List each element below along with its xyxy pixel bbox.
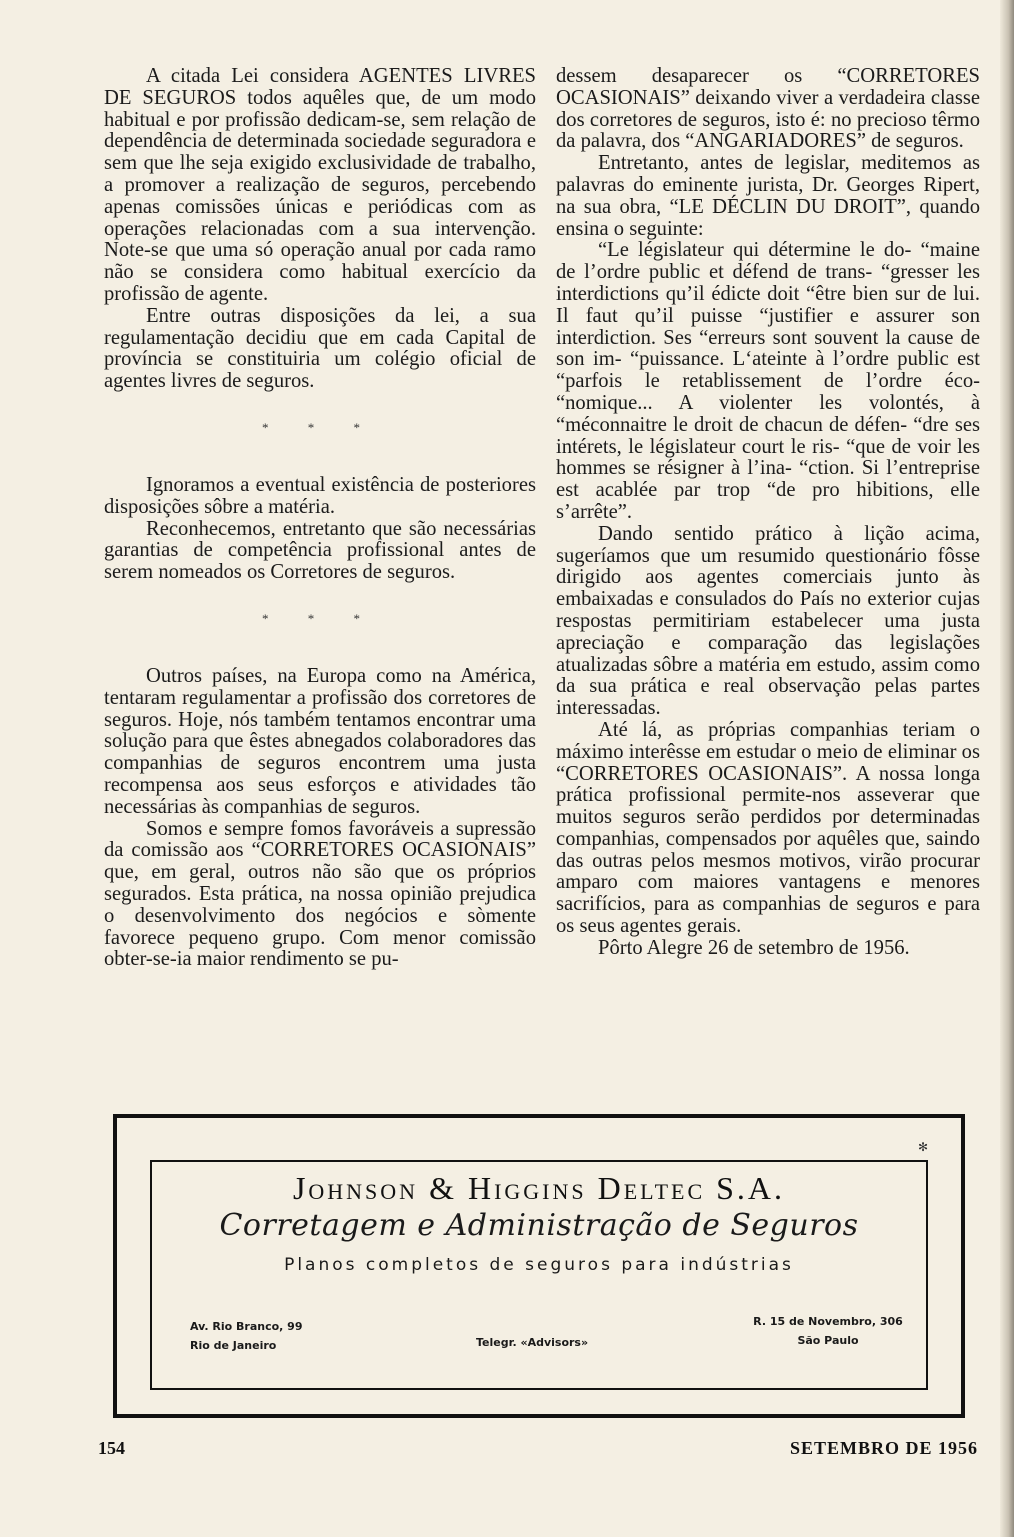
advertiser-name: Johnson & Higgins Deltec S.A.: [292, 1170, 786, 1206]
paragraph: Até lá, as próprias companhias teriam o máximo interêsse em estudar o meio de eliminar os “CORRETORES OCASIONAIS”. A nossa longa prática profissional permite-nos asseverar que muitos seguros serão perdidos por determinadas companhias, compensados por aquêles que, saindo das outras pelos mesmos motivos, virão procurar amparo com maiores vantagens e menores sacrifícios, para as companhias de seguros e para os seus agentes gerais.: [556, 718, 980, 938]
page-edge-shadow: [1000, 0, 1014, 1537]
dateline: Pôrto Alegre 26 de setembro de 1956.: [598, 936, 910, 959]
paragraph: Entretanto, antes de legislar, meditemos as palavras do eminente jurista, Dr. Georges Ripert, na sua obra, “LE DÉCLIN DU DROIT”, quando ensina o seguinte:: [556, 152, 980, 240]
right-column: [556, 66, 980, 960]
paragraph: Outros países, na Europa como na América, tentaram regulamentar a profissão dos corretores de seguros. Hoje, nós também tentamos encontrar uma solução para que êstes abnegados colaboradores das companhias de seguros encontrem uma justa recompensa aos seus esforços e atividades tão necessárias às companhias de seguros.: [104, 664, 536, 818]
advertiser-subtitle: Corretagem e Administração de Seguros: [219, 1208, 859, 1243]
paragraph: Reconhecemos, entretanto que são necessárias garantias de competência profissional antes de serem nomeados os Corretores de seguros.: [104, 517, 536, 584]
advertiser-tagline: Planos completos de seguros para indústrias: [284, 1255, 794, 1275]
printer-mark-icon: ✻: [918, 1140, 929, 1154]
paragraph: Entre outras disposições da lei, a sua regulamentação decidiu que em cada Capital de província se constituiria um colégio oficial de agentes livres de seguros.: [104, 304, 536, 393]
paragraph: Dando sentido prático à lição acima, sugeríamos que um resumido questionário fôsse dirigido aos agentes comerciais junto às embaixadas e consulados do País no exterior cujas respostas permitiriam estabelecer uma justa apreciação e comparação das legislações atualizadas sôbre a matéria em estudo, assim como da sua prática e real observação pelas partes interessadas.: [556, 522, 980, 720]
paragraph: Ignoramos a eventual existência de posteriores disposições sôbre a matéria.: [104, 473, 536, 518]
sao-paulo-address: R. 15 de Novembro, 306 São Paulo: [753, 1315, 903, 1347]
paragraph: A citada Lei considera AGENTES LIVRES DE SEGUROS todos aquêles que, de um modo habitual e por profissão dedicam-se, sem relação de dependência de determinada sociedade seguradora e sem que lhe seja exigido exclusividade de trabalho, a promover a realização de seguros, percebendo apenas comissões únicas e periódicas com as operações relacionadas com a sua intervenção. Note-se que uma só operação anual por cada ramo não se considera como habitual exercício da profissão de agente.: [104, 65, 536, 305]
paragraph: dessem desaparecer os “CORRETORES OCASIONAIS” deixando viver a verdadeira classe dos corretores de seguros, isto é: no precioso têrmo da palavra, dos “ANGARIADORES” de seguros.: [556, 65, 980, 153]
issue-date: SETEMBRO DE 1956: [790, 1438, 979, 1458]
page-number: 154: [98, 1438, 125, 1458]
rio-address: Av. Rio Branco, 99 Rio de Janeiro: [190, 1320, 303, 1352]
quotation: “Le législateur qui détermine le do- “maine de l’ordre public et défend de trans- “gresser les interdictions qu’il édicte doit “être bien sur de lui. Il faut qu’il puisse “justifier e assurer son interdiction. Ses “erreurs sont souvent la cause de son im- “puissance. L‘ateinte à l’ordre public est “parfois le retablissement de l’ordre éco- “nomique... A violenter les volontés, à “méconnaitre le droit de chacun de défen- “dre ses intérets, le législateur court le ris- “que de voir les hommes se résigner à l’ina- “ction. Si l’entreprise est acablée par trop “de pro hibitions, elle s’arrête”.: [556, 239, 980, 523]
section-separator: * * *: [262, 610, 378, 626]
left-column: [104, 66, 536, 971]
telegraph-address: Telegr. «Advisors»: [476, 1336, 589, 1349]
paragraph: Somos e sempre fomos favoráveis a supressão da comissão aos “CORRETORES OCASIONAIS” que, em geral, outros não são que os próprios segurados. Esta prática, na nossa opinião prejudica o desenvolvimento dos negócios e sòmente favorece pequeno grupo. Com menor comissão obter-se-ia maior rendimento se pu-: [104, 817, 536, 971]
section-separator: * * *: [262, 419, 378, 435]
